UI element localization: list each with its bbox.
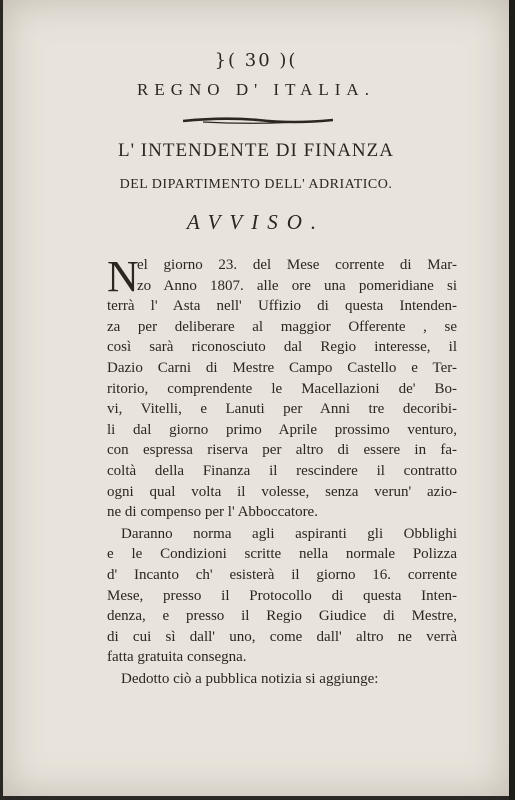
text-line: Daranno norma agli aspiranti gli Obblighi: [121, 525, 457, 542]
text-line: za per deliberare al maggior Offerente , se: [107, 318, 457, 335]
text-line: el giorno 23. del Mese corrente di Mar-: [137, 257, 457, 273]
text-line: Dedotto ciò a pubblica notizia si aggiunge:: [121, 670, 379, 687]
paragraph-3: [107, 669, 457, 690]
kingdom-heading: REGNO D' ITALIA.: [137, 80, 375, 99]
document-page: [3, 0, 509, 796]
text-line: ritorio, comprendente le Macellazioni de' Bo-: [107, 380, 457, 397]
paragraph-1: [107, 252, 457, 523]
text-line: ne di compenso per l' Abboccatore.: [107, 504, 318, 521]
text-line: Dazio Carni di Mestre Campo Castello e Ter-: [107, 359, 457, 376]
text-line: denza, e presso il Regio Giudice di Mestre,: [107, 608, 457, 625]
ornamental-rule: [183, 116, 333, 126]
text-line: così sarà riconosciuto dal Regio interesse, il: [107, 339, 457, 356]
text-line: fatta gratuita consegna.: [107, 649, 247, 666]
text-line: terrà l' Asta nell' Uffizio di questa Intenden-: [107, 298, 457, 315]
text-line: li dal giorno primo Aprile prossimo venturo,: [107, 421, 457, 438]
intendente-heading: L' INTENDENTE DI FINANZA: [118, 140, 394, 161]
text-line: ogni qual volta il volesse, senza verun' azio-: [107, 483, 457, 500]
notice-body: [107, 252, 457, 690]
text-line: e le Condizioni scritte nella normale Polizza: [107, 546, 457, 563]
paragraph-1-opening: [107, 255, 457, 296]
text-line: con espressa riserva per altro di essere in fa-: [107, 442, 457, 459]
page-number: }( 30 )(: [214, 50, 298, 71]
paragraph-2: [107, 524, 457, 668]
text-line: vi, Vitelli, e Lanuti per Anni tre decoribi-: [107, 401, 457, 418]
text-line: Mese, presso il Protocollo di questa Inten-: [107, 587, 457, 604]
avviso-title: AVVISO.: [186, 210, 326, 234]
page-edge-shadow: [509, 0, 515, 800]
text-line: coltà della Finanza il rescindere il contratto: [107, 462, 457, 479]
text-line: d' Incanto ch' esisterà il giorno 16. corrente: [107, 566, 457, 583]
department-heading: DEL DIPARTIMENTO DELL' ADRIATICO.: [119, 177, 393, 192]
drop-cap: N: [107, 252, 139, 301]
text-line: zo Anno 1807. alle ore una pomeridiane si: [137, 277, 457, 294]
text-line: di cui sì dall' uno, come dall' altro ne verrà: [107, 628, 457, 645]
